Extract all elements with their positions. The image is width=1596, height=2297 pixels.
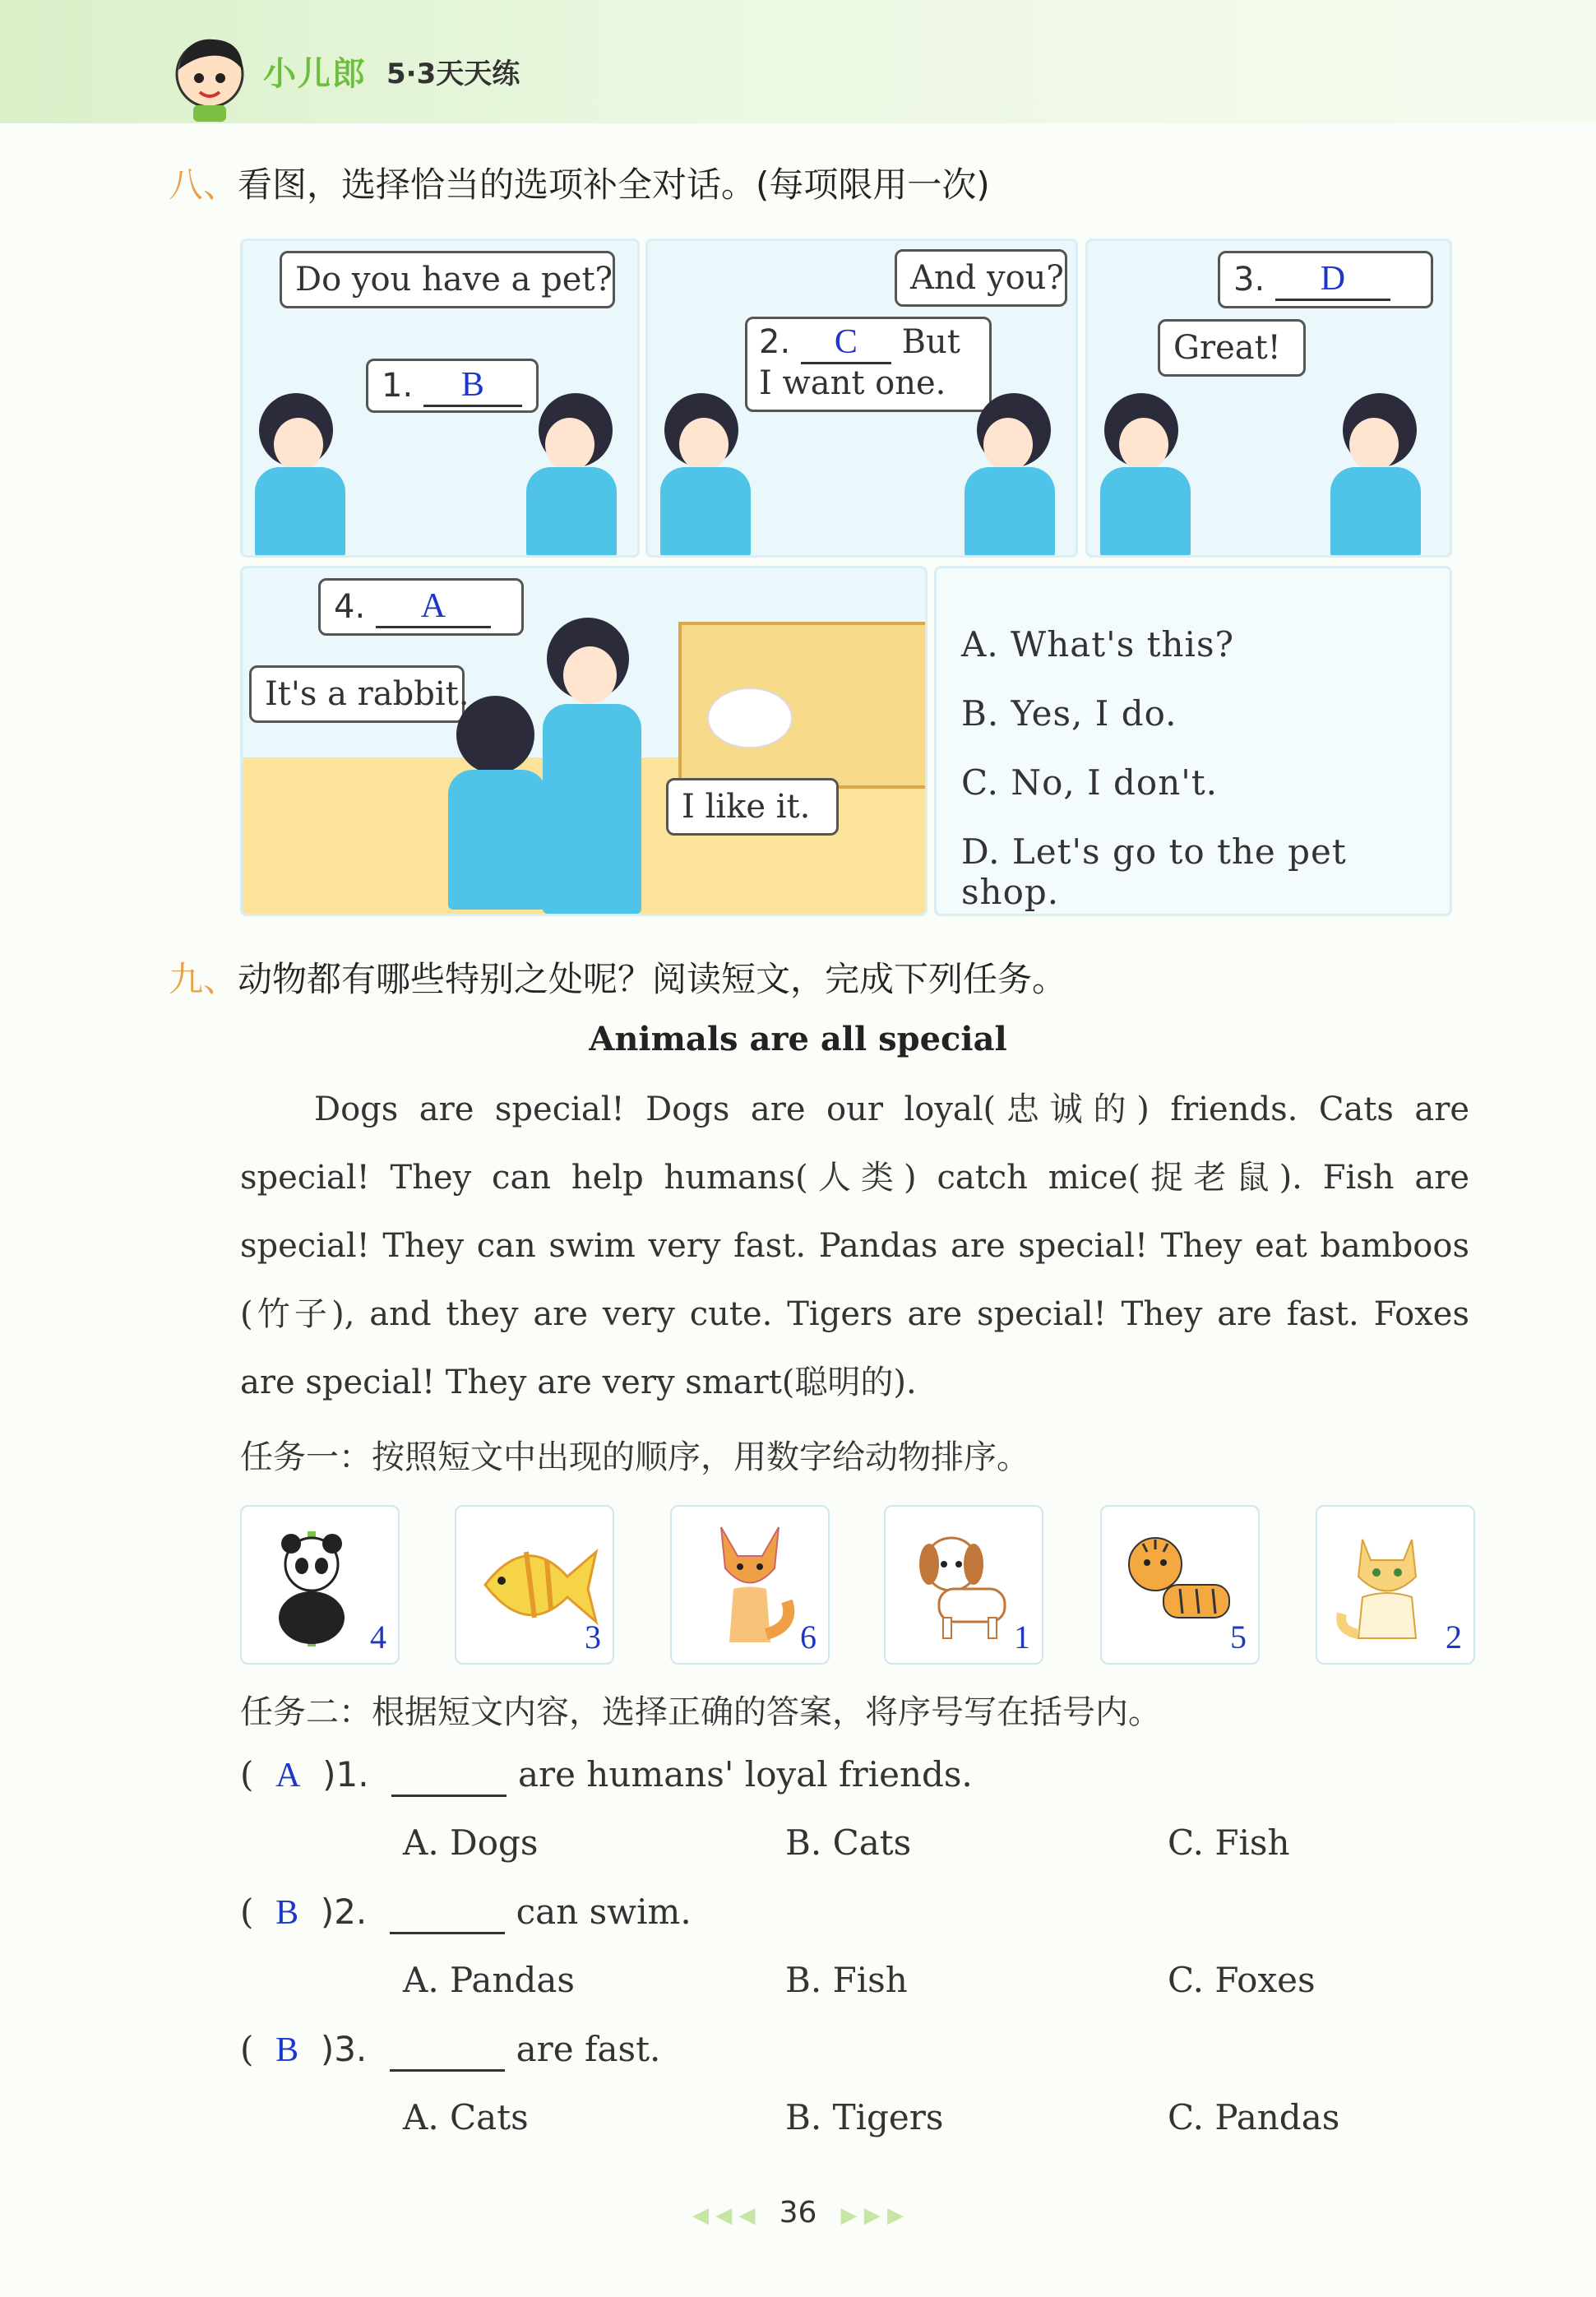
animal-card bbox=[884, 1505, 1043, 1665]
section8-number: 八、 bbox=[169, 164, 238, 205]
answer-2: C bbox=[801, 322, 891, 364]
choice-b: B. Tigers bbox=[785, 2097, 944, 2137]
panda-icon bbox=[266, 1531, 365, 1650]
passage-line: special! They can help humans(人类) catch mice(捉老鼠). Fish are bbox=[240, 1159, 1469, 1197]
question-number: 3. bbox=[1233, 261, 1265, 299]
choice-b: B. Cats bbox=[785, 1822, 912, 1863]
left-arrows-icon: ◀ ◀ ◀ bbox=[692, 2203, 756, 2228]
speech-bubble-question bbox=[280, 251, 615, 308]
section9-title-text: 动物都有哪些特别之处呢？阅读短文，完成下列任务。 bbox=[238, 959, 1067, 999]
passage bbox=[240, 1076, 1469, 1417]
answer-4: A bbox=[376, 586, 491, 628]
fish-icon bbox=[469, 1527, 600, 1646]
animal-order: 3 bbox=[585, 1619, 601, 1656]
animal-order: 4 bbox=[370, 1619, 386, 1656]
bubble-text: Great! bbox=[1173, 329, 1281, 367]
animal-order: 1 bbox=[1014, 1619, 1030, 1656]
bubble-text: I like it. bbox=[682, 788, 811, 826]
question-number: )3. bbox=[320, 2029, 368, 2069]
speech-bubble-rabbit bbox=[249, 665, 470, 723]
animal-card bbox=[1316, 1505, 1475, 1665]
animal-card bbox=[670, 1505, 830, 1665]
question-stem: are humans' loyal friends. bbox=[517, 1754, 973, 1795]
page-footer bbox=[0, 2196, 1596, 2230]
task1-instruction: 任务一：按照短文中出现的顺序，用数字给动物排序。 bbox=[240, 1438, 1029, 1476]
question-3: ( B )3. are fast. bbox=[240, 2029, 660, 2072]
answer-bubble-4 bbox=[318, 578, 524, 636]
brand-name: 小儿郎 bbox=[263, 55, 367, 93]
tiger-icon bbox=[1118, 1531, 1242, 1642]
bubble-text: It's a rabbit. bbox=[265, 675, 470, 713]
bubble-text: Do you have a pet? bbox=[295, 261, 613, 299]
passage-line: are special! They are very smart(聪明的). bbox=[240, 1364, 917, 1401]
question-number: )2. bbox=[320, 1892, 368, 1932]
answer-bubble-2 bbox=[745, 317, 992, 412]
bubble-text: And you? bbox=[910, 259, 1064, 297]
mascot-icon bbox=[169, 33, 251, 123]
option-c: C. No, I don't. bbox=[961, 762, 1219, 803]
animal-card bbox=[1100, 1505, 1260, 1665]
rabbit-icon bbox=[707, 688, 793, 748]
right-arrows-icon: ▶ ▶ ▶ bbox=[840, 2203, 904, 2228]
choice-c: C. Foxes bbox=[1168, 1960, 1316, 2000]
choice-a: A. Dogs bbox=[403, 1822, 539, 1863]
animal-order: 6 bbox=[800, 1619, 817, 1656]
page-number: 36 bbox=[779, 2196, 817, 2230]
comic-panel-2 bbox=[645, 238, 1078, 558]
choice-c: C. Fish bbox=[1168, 1822, 1290, 1863]
speech-bubble-and-you bbox=[895, 249, 1067, 307]
cat-icon bbox=[1334, 1523, 1441, 1650]
option-b: B. Yes, I do. bbox=[961, 693, 1177, 734]
option-d: D. Let's go to the pet shop. bbox=[961, 831, 1347, 912]
choice-b: B. Fish bbox=[785, 1960, 908, 2000]
task2-instruction: 任务二：根据短文内容，选择正确的答案，将序号写在括号内。 bbox=[240, 1693, 1161, 1731]
question-1: ( A )1. are humans' loyal friends. bbox=[240, 1754, 973, 1797]
options-box bbox=[934, 566, 1452, 916]
answer-q2: B bbox=[275, 1894, 299, 1932]
answer-3: D bbox=[1275, 259, 1390, 301]
section9-title bbox=[169, 952, 1066, 1002]
passage-line: (竹子), and they are very cute. Tigers are special! They are fast. Foxes bbox=[240, 1295, 1469, 1333]
bubble-text: I want one. bbox=[759, 364, 946, 402]
fox-icon bbox=[705, 1519, 795, 1654]
dog-icon bbox=[906, 1527, 1021, 1646]
passage-title: Animals are all special bbox=[589, 1020, 1007, 1058]
question-number: 2. bbox=[759, 323, 791, 361]
question-number: 1. bbox=[382, 367, 414, 405]
option-a: A. What's this? bbox=[961, 624, 1235, 665]
section9-number: 九、 bbox=[169, 959, 238, 999]
answer-bubble-3 bbox=[1218, 251, 1433, 308]
comic-panel-1 bbox=[240, 238, 640, 558]
question-number: 4. bbox=[334, 588, 366, 626]
passage-line: special! They can swim very fast. Pandas are special! They eat bamboos bbox=[240, 1227, 1469, 1265]
speech-bubble-great bbox=[1158, 319, 1306, 377]
section8-title-text: 看图，选择恰当的选项补全对话。(每项限用一次) bbox=[238, 164, 990, 205]
comic-panel-3 bbox=[1085, 238, 1452, 558]
animal-card bbox=[455, 1505, 614, 1665]
question-stem: are fast. bbox=[516, 2029, 661, 2069]
passage-line: Dogs are special! Dogs are our loyal(忠诚的) friends. Cats are bbox=[314, 1091, 1469, 1128]
choice-a: A. Cats bbox=[403, 2097, 529, 2137]
animal-order: 5 bbox=[1230, 1619, 1247, 1656]
choice-a: A. Pandas bbox=[403, 1960, 575, 2000]
section8-title bbox=[169, 158, 990, 207]
question-number: )1. bbox=[322, 1754, 369, 1795]
answer-bubble-1 bbox=[366, 359, 539, 413]
question-stem: can swim. bbox=[516, 1892, 692, 1932]
answer-q3: B bbox=[275, 2031, 299, 2069]
bubble-text: But bbox=[901, 323, 960, 361]
animal-card bbox=[240, 1505, 400, 1665]
animal-order: 2 bbox=[1446, 1619, 1462, 1656]
choice-c: C. Pandas bbox=[1168, 2097, 1340, 2137]
question-2: ( B )2. can swim. bbox=[240, 1892, 692, 1934]
comic-panel-4 bbox=[240, 566, 928, 916]
series-name: 5·3天天练 bbox=[386, 58, 520, 90]
answer-1: B bbox=[423, 365, 522, 407]
answer-q1: A bbox=[275, 1757, 301, 1795]
speech-bubble-like bbox=[666, 778, 839, 836]
